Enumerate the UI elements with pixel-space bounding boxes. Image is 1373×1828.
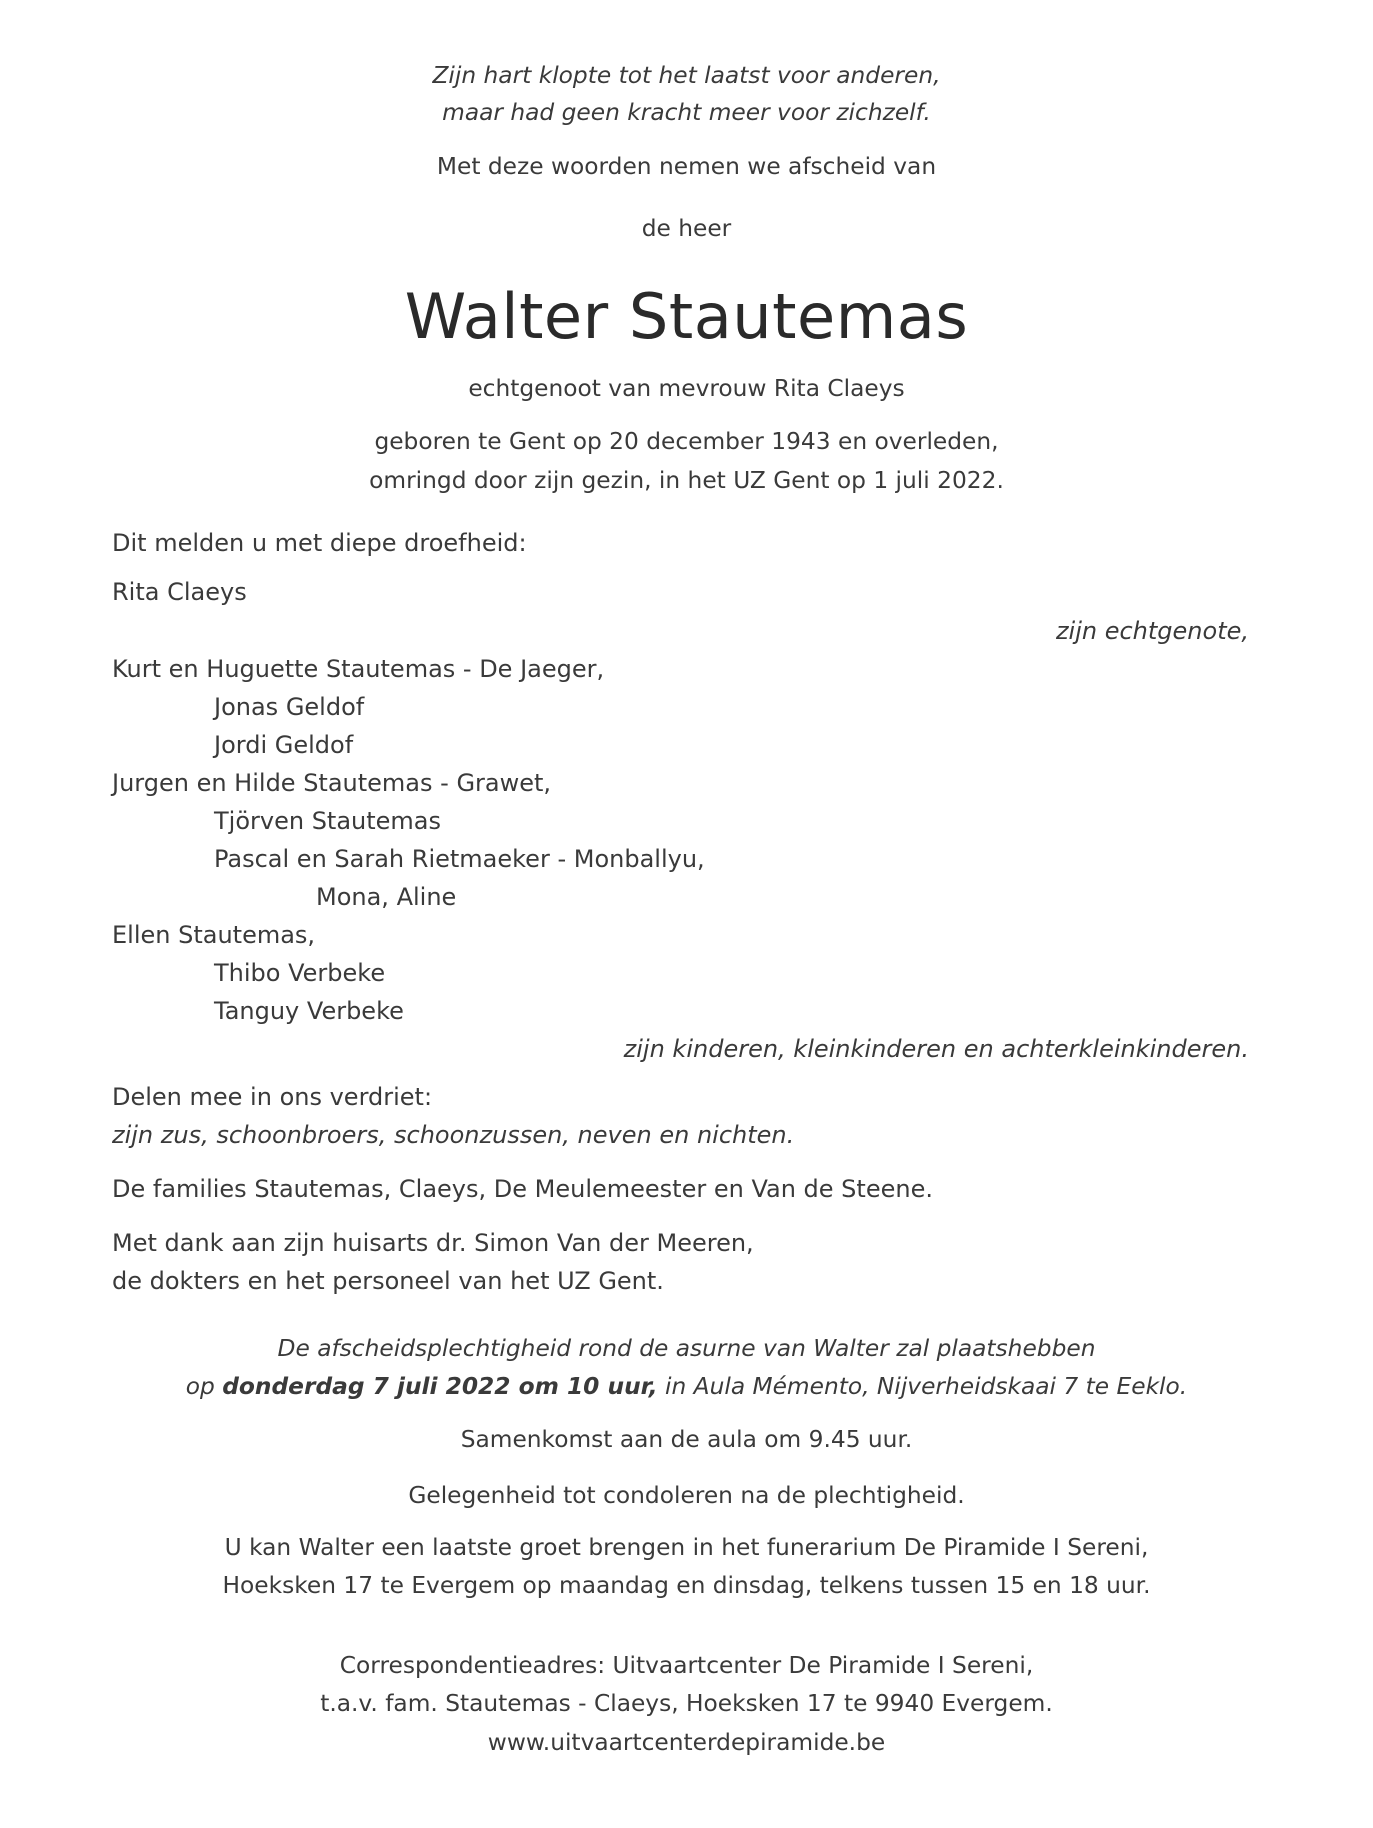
- correspondence-line-2: t.a.v. fam. Stautemas - Claeys, Hoeksken 17 te 9940 Evergem.: [320, 1690, 1053, 1717]
- correspondence-line-1: Correspondentieadres: Uitvaartcenter De Piramide I Sereni,: [339, 1652, 1034, 1679]
- family-line: Mona, Aline: [316, 883, 457, 911]
- title-prefix: de heer: [641, 215, 732, 242]
- visit-line-1: U kan Walter een laatste groet brengen in het funerarium De Piramide I Sereni,: [224, 1534, 1149, 1561]
- gathering-line: Samenkomst aan de aula om 9.45 uur.: [460, 1426, 913, 1453]
- spouse-role: zijn echtgenote,: [1055, 617, 1249, 645]
- share-line-2: zijn zus, schoonbroers, schoonzussen, neven en nichten.: [112, 1121, 795, 1149]
- website-link[interactable]: www.uitvaartcenterdepiramide.be: [487, 1729, 886, 1756]
- ceremony-line-1: De afscheidsplechtigheid rond de asurne van Walter zal plaatshebben: [277, 1335, 1096, 1362]
- announce-text: Dit melden u met diepe droefheid:: [112, 529, 527, 557]
- family-role: zijn kinderen, kleinkinderen en achterkleinkinderen.: [623, 1035, 1249, 1063]
- family-line: Tjörven Stautemas: [214, 807, 442, 835]
- family-line: Jordi Geldof: [214, 731, 354, 759]
- quote-line-2: maar had geen kracht meer voor zichzelf.: [442, 99, 931, 126]
- family-line: Jonas Geldof: [214, 693, 365, 721]
- condolence-line: Gelegenheid tot condoleren na de plechtigheid.: [408, 1482, 965, 1509]
- thanks-line-2: de dokters en het personeel van het UZ Gent.: [112, 1267, 664, 1295]
- quote-line-1: Zijn hart klopte tot het laatst voor anderen,: [432, 62, 941, 89]
- birth-death-line-1: geboren te Gent op 20 december 1943 en overleden,: [374, 428, 999, 455]
- thanks-line-1: Met dank aan zijn huisarts dr. Simon Van der Meeren,: [112, 1229, 754, 1257]
- deceased-name: Walter Stautemas: [404, 280, 969, 353]
- ceremony-line-2: op donderdag 7 juli 2022 om 10 uur, in Aula Mémento, Nijverheidskaai 7 te Eeklo.: [185, 1373, 1188, 1400]
- family-line: Pascal en Sarah Rietmaeker - Monballyu,: [214, 845, 705, 873]
- family-line: Thibo Verbeke: [214, 959, 386, 987]
- families-line: De families Stautemas, Claeys, De Meulemeester en Van de Steene.: [112, 1175, 933, 1203]
- visit-line-2: Hoeksken 17 te Evergem op maandag en dinsdag, telkens tussen 15 en 18 uur.: [222, 1572, 1151, 1599]
- family-line: Tanguy Verbeke: [214, 997, 404, 1025]
- intro-text: Met deze woorden nemen we afscheid van: [436, 153, 937, 180]
- ceremony-date: donderdag 7 juli 2022 om 10 uur,: [222, 1373, 658, 1400]
- family-line: Ellen Stautemas,: [112, 921, 316, 949]
- family-line: Kurt en Huguette Stautemas - De Jaeger,: [112, 655, 605, 683]
- family-line: Jurgen en Hilde Stautemas - Grawet,: [112, 769, 552, 797]
- spouse-line: echtgenoot van mevrouw Rita Claeys: [468, 375, 905, 402]
- spouse-name: Rita Claeys: [112, 578, 247, 606]
- birth-death-line-2: omringd door zijn gezin, in het UZ Gent op 1 juli 2022.: [369, 467, 1004, 494]
- share-line-1: Delen mee in ons verdriet:: [112, 1083, 433, 1111]
